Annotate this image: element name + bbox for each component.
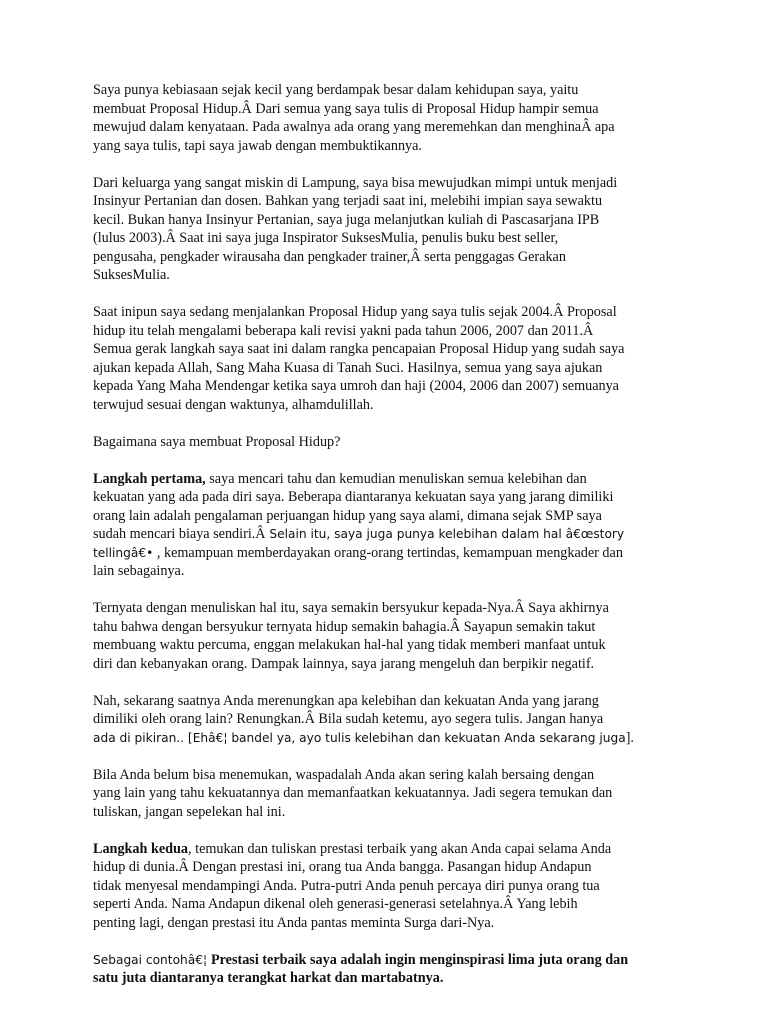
paragraph-1 — [93, 81, 683, 155]
alt-font-run: ada di pikiran.. [Ehâ€¦ bandel ya, ayo tulis kelebihan dan kekuatan Anda sekarang juga — [93, 730, 626, 745]
text-line: seperti Anda. Nama Andapun dikenal oleh generasi-generasi setelahnya.Â Yang lebih — [93, 896, 578, 912]
paragraph-2 — [93, 174, 683, 285]
text-line: diri dan kebanyakan orang. Dampak lainnya, saya jarang mengeluh dan berpikir negatif. — [93, 655, 595, 672]
text-line: pengusaha, pengkader wirausaha dan pengkader trainer,Â serta penggagas Gerakan — [93, 248, 566, 265]
alt-font-run: Sebagai contohâ€¦ — [93, 952, 211, 967]
text-line: Semua gerak langkah saya saat ini dalam rangka pencapaian Proposal Hidup yang sudah saya — [93, 341, 625, 357]
text-line: membuat Proposal Hidup.Â Dari semua yang saya tulis di Proposal Hidup hampir semua — [93, 100, 599, 117]
text-line: Insinyur Pertanian dan dosen. Bahkan yang terjadi saat ini, melebihi impian saya sewaktu — [93, 193, 603, 209]
text-line: kepada Yang Maha Mendengar ketika saya umroh dan haji (2004, 2006 dan 2007) semuanya — [93, 378, 619, 394]
text-line: Saya punya kebiasaan sejak kecil yang berdampak besar dalam kehidupan saya, yaitu — [93, 82, 579, 98]
text-line: yang lain yang tahu kekuatannya dan memanfaatkan kekuatannya. Jadi segera temukan dan — [93, 785, 613, 801]
paragraph-7 — [93, 766, 683, 822]
text-line: lain sebagainya. — [93, 563, 185, 579]
text-line: penting lagi, dengan prestasi itu Anda pantas meminta Surga dari-Nya. — [93, 914, 495, 931]
text-line — [93, 969, 683, 988]
text-line — [93, 525, 683, 544]
text-line — [93, 544, 683, 563]
text-run: , kemampuan memberdayakan orang-orang tertindas, kemampuan mengkader dan — [153, 544, 623, 561]
text-line: mewujud dalam kenyataan. Pada awalnya ada orang yang meremehkan dan menghinaÂ apa — [93, 119, 615, 135]
document-body — [93, 81, 683, 1006]
bold-lead: Langkah kedua — [93, 840, 189, 857]
text-line: (lulus 2003).Â Saat ini saya juga Inspirator SuksesMulia, penulis buku best seller, — [93, 230, 559, 246]
text-run: sudah mencari biaya sendiri.Â — [93, 526, 266, 542]
text-line: tuliskan, jangan sepelekan hal ini. — [93, 803, 286, 820]
text-line: terwujud sesuai dengan waktunya, alhamdulillah. — [93, 396, 374, 413]
text-line: hidup di dunia.Â Dengan prestasi ini, orang tua Anda bangga. Pasangan hidup Andapun — [93, 859, 592, 875]
text-line: kekuatan yang ada pada diri saya. Beberapa diantaranya kekuatan saya yang jarang dimiliki — [93, 489, 614, 505]
text-line — [93, 729, 683, 748]
text-line: dimiliki oleh orang lain? Renungkan.Â Bila sudah ketemu, ayo segera tulis. Jangan hanya — [93, 711, 604, 727]
text-line — [93, 951, 683, 970]
text-line: hidup itu telah mengalami beberapa kali revisi yakni pada tahun 2006, 2007 dan 2011.Â — [93, 322, 594, 339]
text-line: orang lain adalah pengalaman perjuangan hidup yang saya alami, dimana sejak SMP saya — [93, 507, 602, 524]
text-run: , temukan dan tuliskan prestasi terbaik yang akan Anda capai selama Anda — [188, 840, 612, 857]
paragraph-langkah-kedua — [93, 840, 683, 933]
paragraph-6 — [93, 692, 683, 748]
text-run: ]. — [625, 729, 634, 746]
text-line: Dari keluarga yang sangat miskin di Lampung, saya bisa mewujudkan mimpi untuk menjadi — [93, 174, 618, 191]
text-line: yang saya tulis, tapi saya jawab dengan membuktikannya. — [93, 137, 422, 154]
paragraph-5 — [93, 599, 683, 673]
bold-text: satu juta diantaranya terangkat harkat dan martabatnya. — [93, 970, 444, 986]
text-line: Nah, sekarang saatnya Anda merenungkan apa kelebihan dan kekuatan Anda yang jarang — [93, 692, 599, 709]
text-line: tahu bahwa dengan bersyukur ternyata hidup semakin bahagia.Â Sayapun semakin takut — [93, 618, 596, 635]
text-line: Bagaimana saya membuat Proposal Hidup? — [93, 433, 341, 450]
bold-lead: Langkah pertama, — [93, 470, 206, 487]
text-line: tidak menyesal mendampingi Anda. Putra-putri Anda penuh percaya diri punya orang tua — [93, 877, 600, 894]
text-run: saya mencari tahu dan kemudian menuliskan semua kelebihan dan — [205, 470, 587, 487]
text-line: Ternyata dengan menuliskan hal itu, saya semakin bersyukur kepada-Nya.Â Saya akhirnya — [93, 600, 609, 616]
text-line: Saat inipun saya sedang menjalankan Proposal Hidup yang saya tulis sejak 2004.Â Proposal — [93, 304, 617, 320]
paragraph-question — [93, 433, 683, 452]
text-line — [93, 840, 683, 859]
text-line — [93, 470, 683, 489]
paragraph-langkah-pertama — [93, 470, 683, 581]
paragraph-3 — [93, 303, 683, 414]
text-line: ajukan kepada Allah, Sang Maha Kuasa di Tanah Suci. Hasilnya, semua yang saya ajukan — [93, 359, 603, 376]
text-line: kecil. Bukan hanya Insinyur Pertanian, saya juga melanjutkan kuliah di Pascasarjana IPB — [93, 211, 600, 228]
alt-font-run: â€• — [130, 545, 154, 560]
text-line: SuksesMulia. — [93, 267, 170, 283]
text-line: Bila Anda belum bisa menemukan, waspadalah Anda akan sering kalah bersaing dengan — [93, 766, 595, 783]
bold-text: Prestasi terbaik saya adalah ingin menginspirasi lima juta orang dan — [210, 951, 629, 968]
paragraph-example — [93, 951, 683, 988]
alt-font-run: telling — [93, 545, 131, 560]
alt-font-run: Selain itu, saya juga punya kelebihan dalam hal â€œstory — [265, 527, 625, 541]
text-line: membuang waktu percuma, enggan melakukan hal-hal yang tidak memberi manfaat untuk — [93, 637, 606, 653]
